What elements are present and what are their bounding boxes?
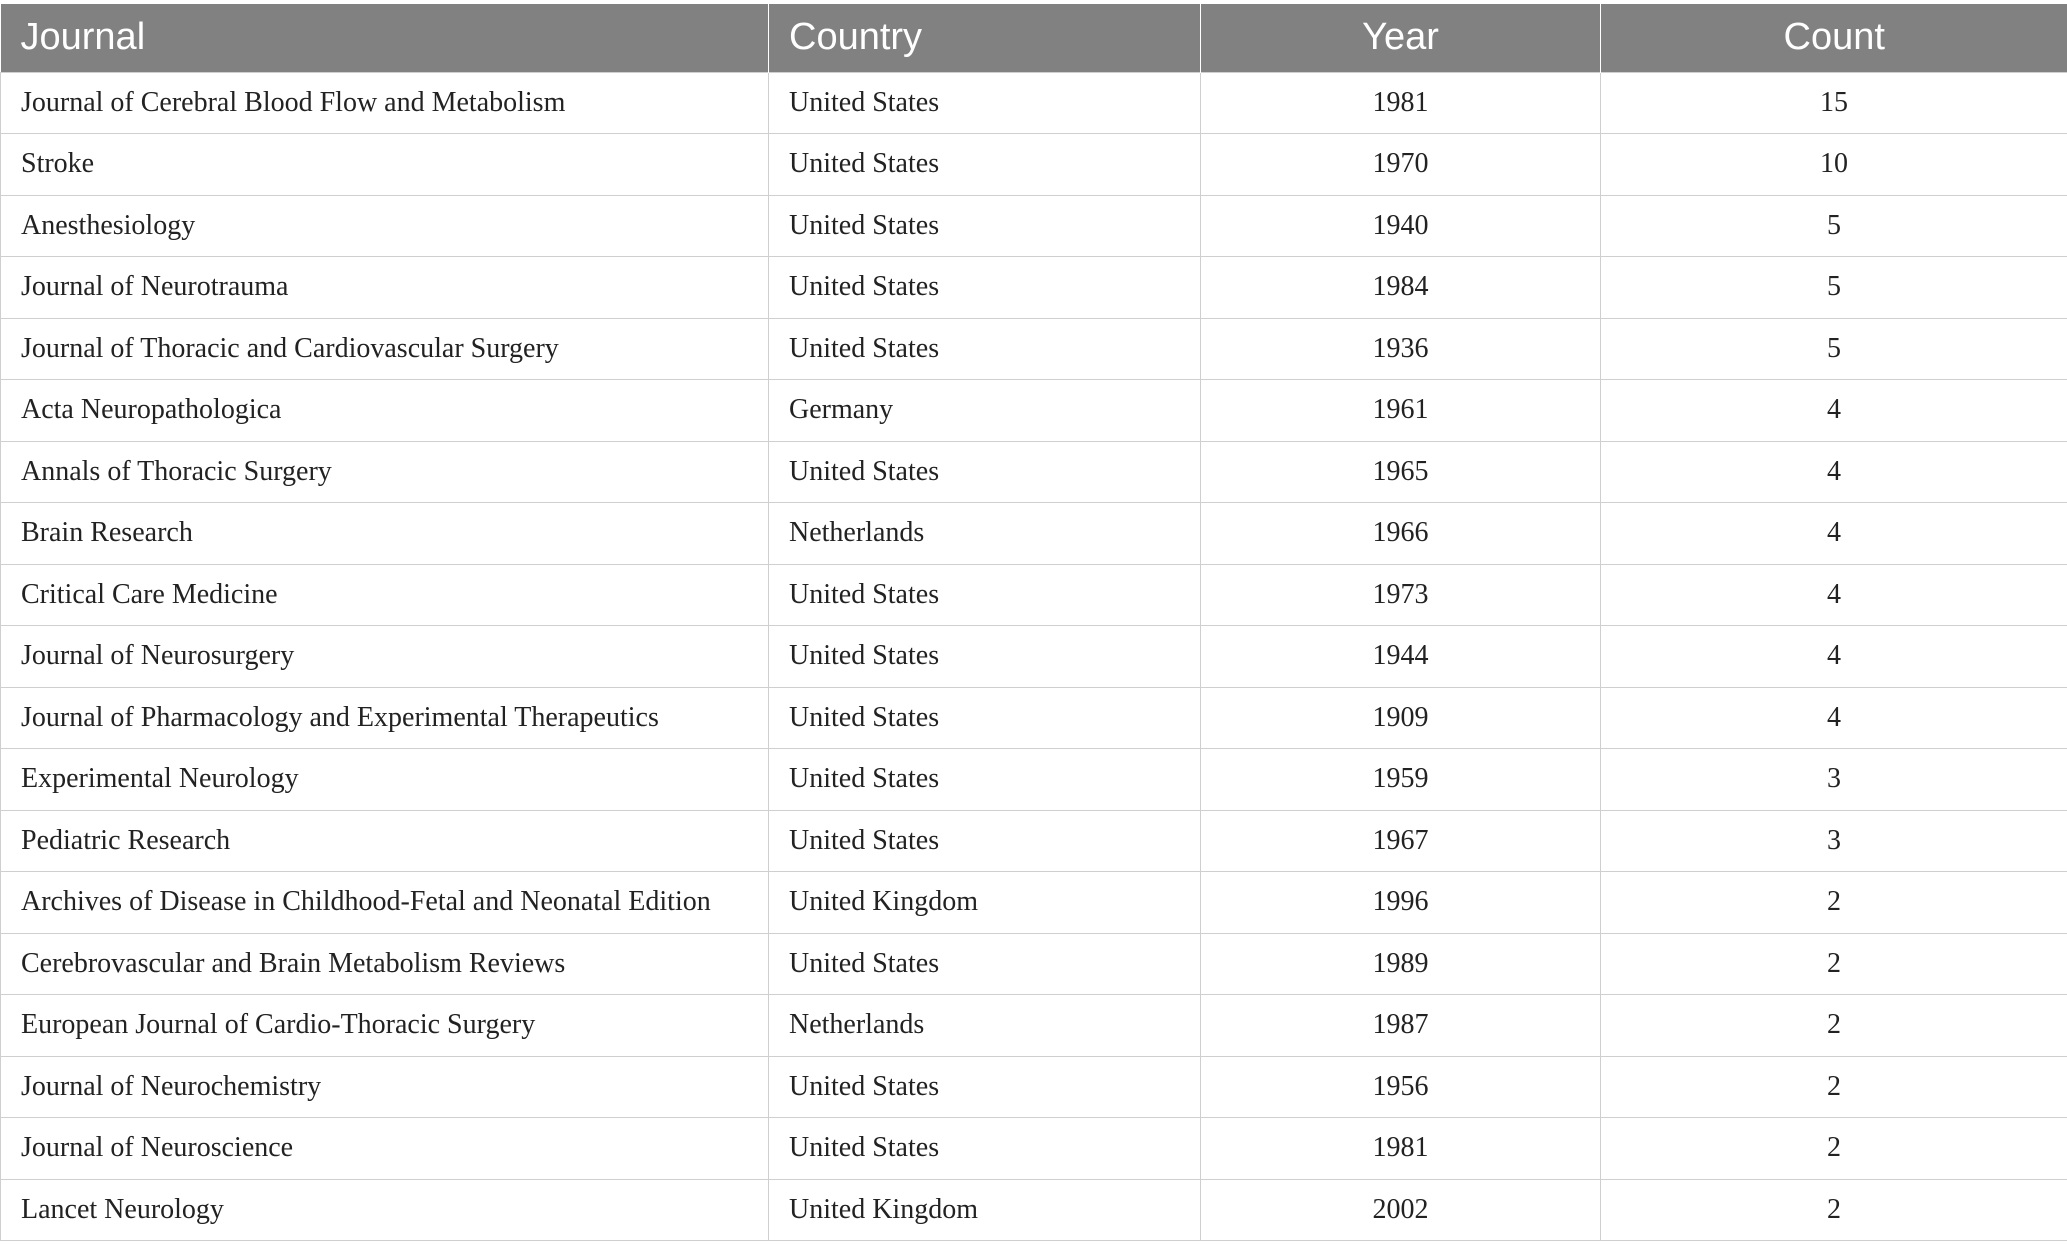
header-row [1,4,2067,72]
cell-country: United States [769,1056,1201,1118]
cell-journal: Experimental Neurology [1,749,769,811]
cell-country: Netherlands [769,995,1201,1057]
cell-country: United States [769,749,1201,811]
cell-year: 1961 [1201,380,1601,442]
cell-country: Netherlands [769,503,1201,565]
cell-count: 2 [1601,872,2067,934]
cell-year: 1981 [1201,72,1601,134]
cell-count: 2 [1601,1179,2067,1241]
cell-year: 1966 [1201,503,1601,565]
cell-year: 1936 [1201,318,1601,380]
cell-journal: Journal of Neuroscience [1,1118,769,1180]
cell-journal: Pediatric Research [1,810,769,872]
cell-country: United States [769,257,1201,319]
table-row [1,134,2067,196]
cell-count: 4 [1601,380,2067,442]
cell-year: 1989 [1201,933,1601,995]
cell-journal: Cerebrovascular and Brain Metabolism Reviews [1,933,769,995]
cell-count: 5 [1601,195,2067,257]
cell-count: 2 [1601,1056,2067,1118]
header-count: Count [1601,4,2067,72]
table-row [1,933,2067,995]
cell-year: 1944 [1201,626,1601,688]
cell-country: United States [769,933,1201,995]
table-row [1,564,2067,626]
cell-country: United States [769,626,1201,688]
cell-country: United States [769,1118,1201,1180]
cell-year: 1973 [1201,564,1601,626]
cell-count: 3 [1601,749,2067,811]
header-year: Year [1201,4,1601,72]
table-row [1,872,2067,934]
table-row [1,995,2067,1057]
cell-country: United States [769,318,1201,380]
cell-year: 2002 [1201,1179,1601,1241]
table-row [1,380,2067,442]
cell-count: 4 [1601,626,2067,688]
cell-journal: Critical Care Medicine [1,564,769,626]
table-row [1,72,2067,134]
cell-journal: Journal of Pharmacology and Experimental Therapeutics [1,687,769,749]
cell-journal: Anesthesiology [1,195,769,257]
cell-journal: Archives of Disease in Childhood-Fetal and Neonatal Edition [1,872,769,934]
journal-table [0,4,2067,1241]
cell-year: 1940 [1201,195,1601,257]
cell-journal: Journal of Neurosurgery [1,626,769,688]
table-row [1,1179,2067,1241]
cell-country: United States [769,564,1201,626]
cell-country: United Kingdom [769,872,1201,934]
cell-country: United States [769,134,1201,196]
cell-journal: Brain Research [1,503,769,565]
cell-year: 1956 [1201,1056,1601,1118]
cell-count: 10 [1601,134,2067,196]
cell-year: 1965 [1201,441,1601,503]
cell-journal: Annals of Thoracic Surgery [1,441,769,503]
cell-count: 2 [1601,1118,2067,1180]
cell-year: 1996 [1201,872,1601,934]
cell-count: 2 [1601,933,2067,995]
cell-count: 4 [1601,564,2067,626]
cell-count: 15 [1601,72,2067,134]
cell-count: 4 [1601,687,2067,749]
cell-count: 4 [1601,441,2067,503]
table-row [1,195,2067,257]
table-row [1,503,2067,565]
cell-journal: Stroke [1,134,769,196]
cell-journal: European Journal of Cardio-Thoracic Surgery [1,995,769,1057]
cell-count: 4 [1601,503,2067,565]
table-row [1,687,2067,749]
cell-count: 3 [1601,810,2067,872]
cell-count: 5 [1601,318,2067,380]
cell-country: United Kingdom [769,1179,1201,1241]
table-row [1,1118,2067,1180]
cell-count: 2 [1601,995,2067,1057]
cell-country: United States [769,72,1201,134]
table-row [1,257,2067,319]
cell-country: Germany [769,380,1201,442]
cell-year: 1967 [1201,810,1601,872]
table-row [1,749,2067,811]
header-country: Country [769,4,1201,72]
journal-table-container [0,4,2067,1241]
cell-year: 1970 [1201,134,1601,196]
cell-count: 5 [1601,257,2067,319]
cell-journal: Journal of Neurotrauma [1,257,769,319]
table-header [1,4,2067,72]
header-journal: Journal [1,4,769,72]
cell-country: United States [769,810,1201,872]
table-row [1,810,2067,872]
cell-year: 1981 [1201,1118,1601,1180]
table-row [1,1056,2067,1118]
cell-country: United States [769,441,1201,503]
cell-year: 1909 [1201,687,1601,749]
table-row [1,626,2067,688]
cell-year: 1987 [1201,995,1601,1057]
cell-year: 1984 [1201,257,1601,319]
cell-journal: Lancet Neurology [1,1179,769,1241]
cell-journal: Journal of Neurochemistry [1,1056,769,1118]
cell-country: United States [769,687,1201,749]
cell-journal: Journal of Thoracic and Cardiovascular Surgery [1,318,769,380]
cell-journal: Journal of Cerebral Blood Flow and Metabolism [1,72,769,134]
table-row [1,318,2067,380]
table-body [1,72,2067,1241]
cell-year: 1959 [1201,749,1601,811]
table-row [1,441,2067,503]
cell-country: United States [769,195,1201,257]
cell-journal: Acta Neuropathologica [1,380,769,442]
